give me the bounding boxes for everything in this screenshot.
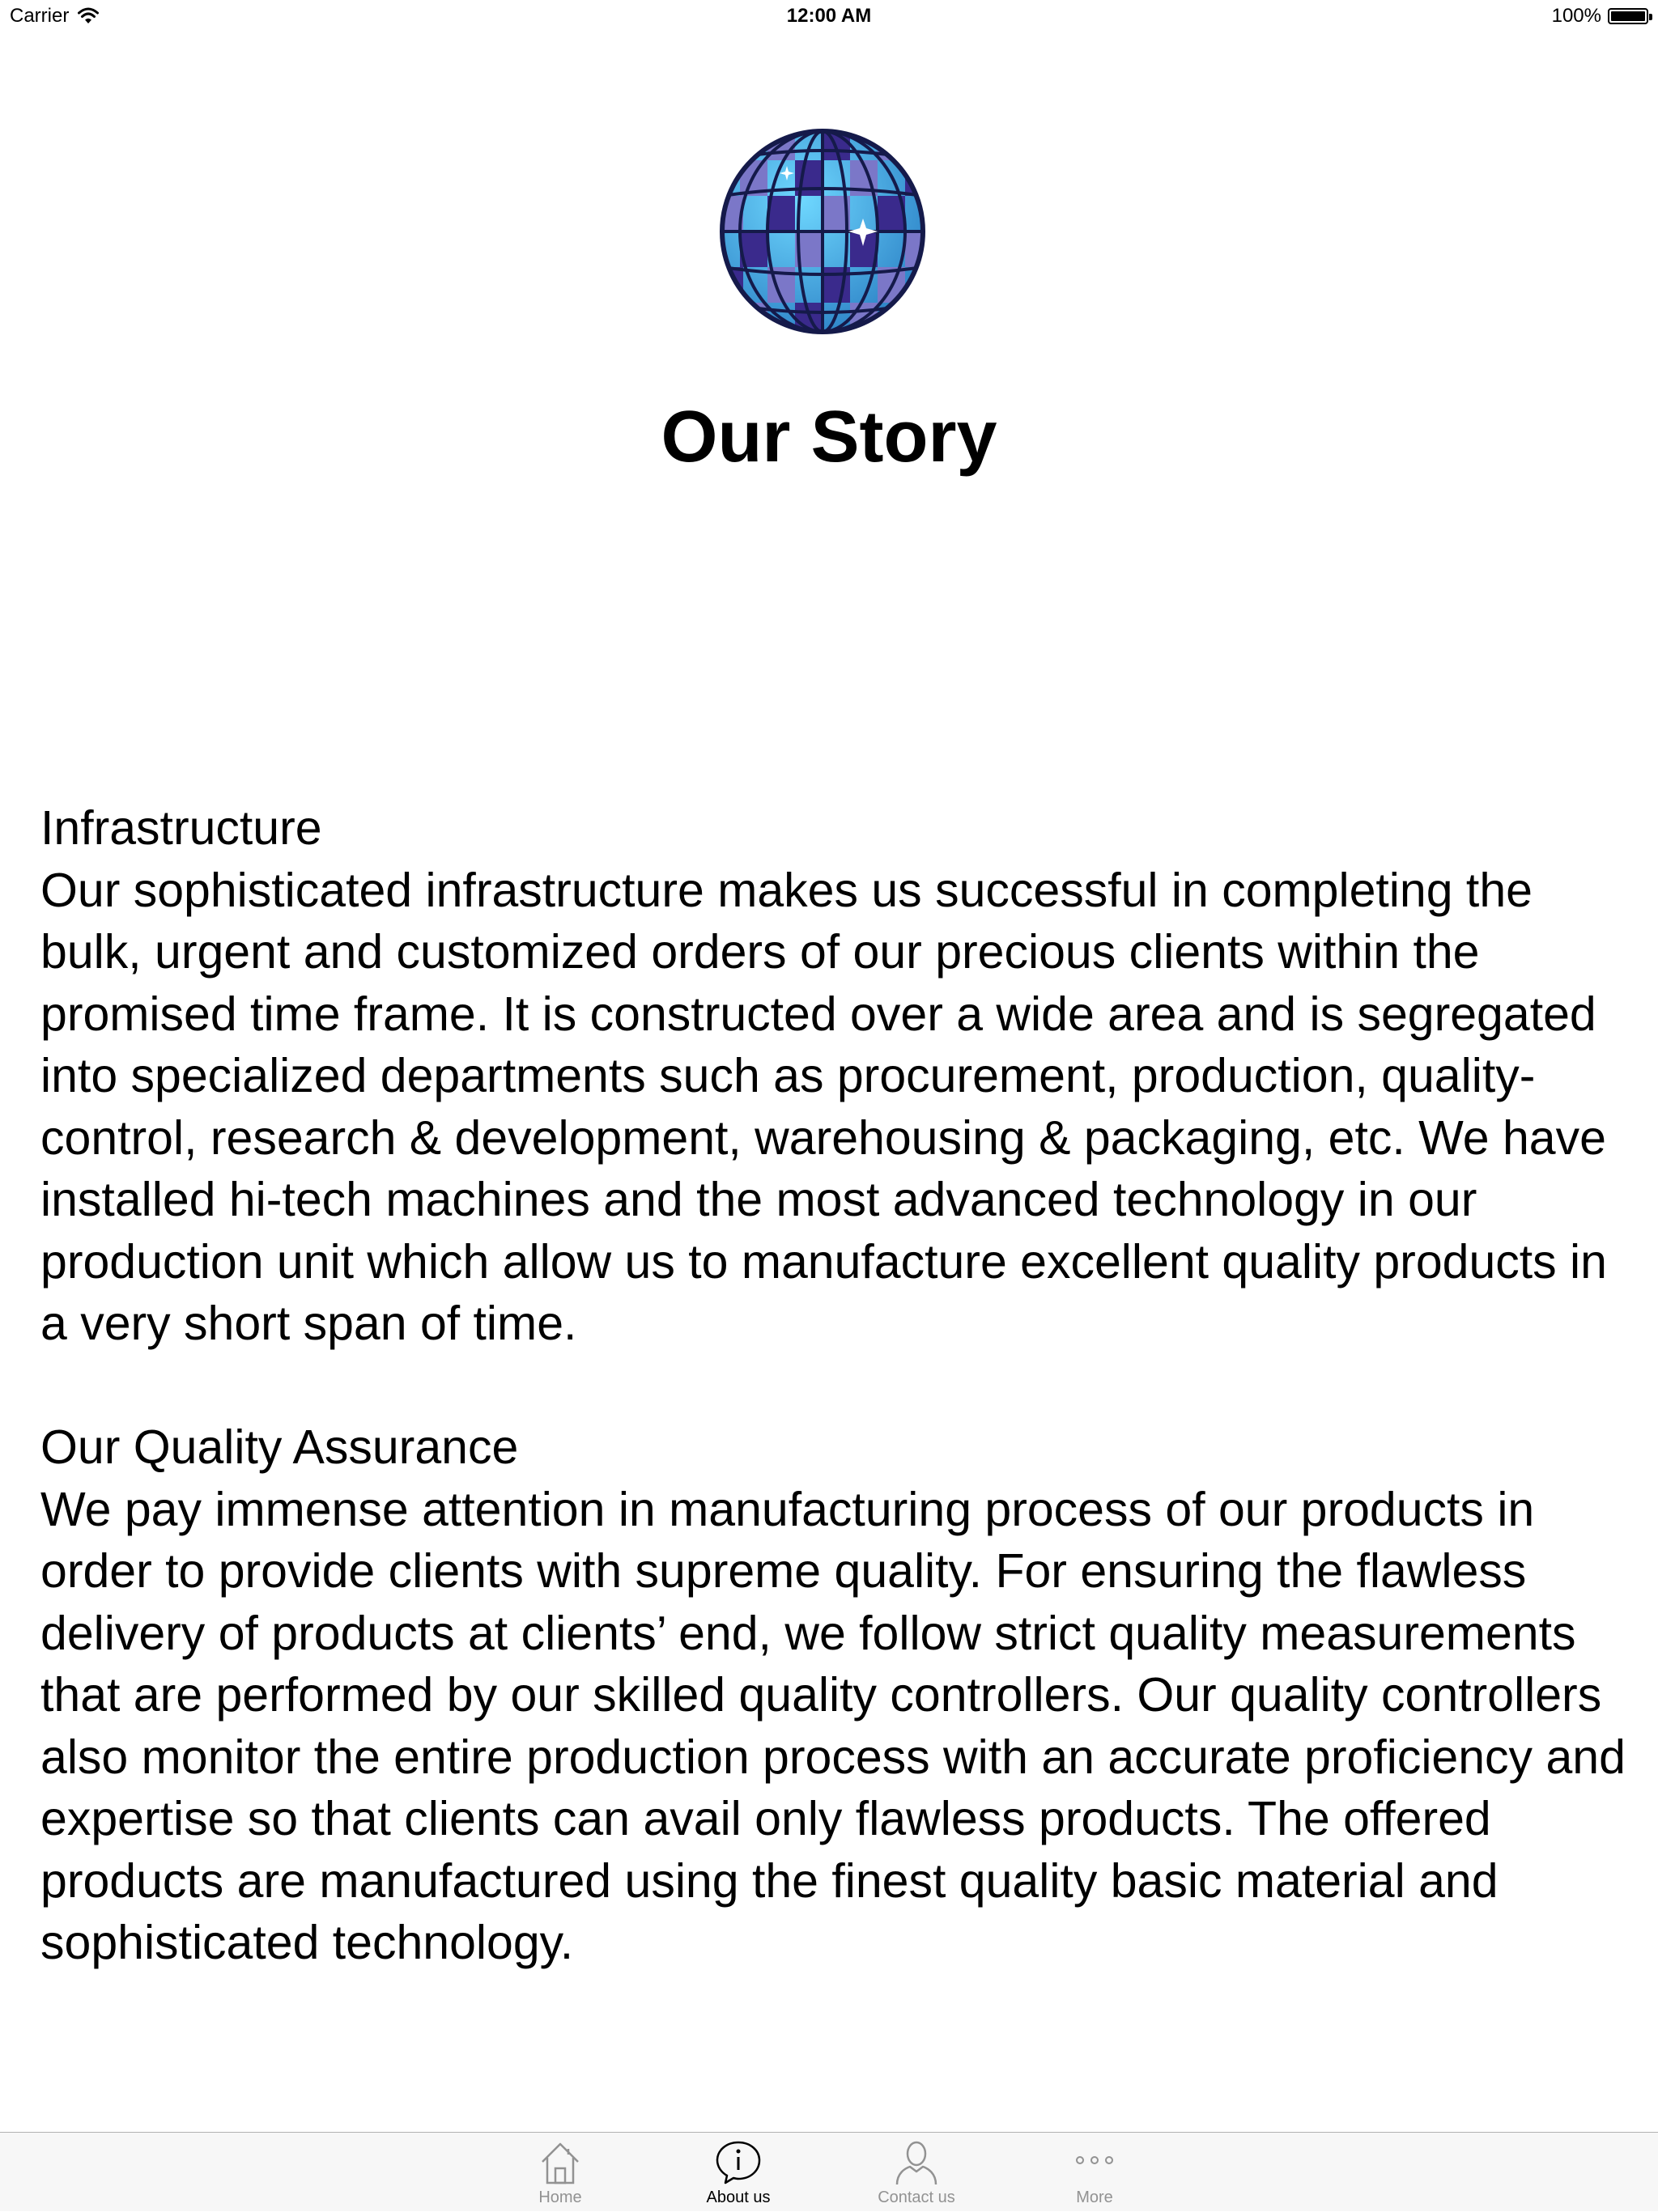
home-icon <box>536 2138 585 2186</box>
tab-label-contact-us: Contact us <box>878 2189 955 2206</box>
tab-home[interactable] <box>471 2133 649 2212</box>
battery-icon <box>1608 8 1648 24</box>
tab-label-more: More <box>1076 2189 1113 2206</box>
section-spacer <box>40 1355 1627 1417</box>
section-heading-quality-assurance: Our Quality Assurance <box>40 1420 519 1474</box>
tab-bar <box>0 2132 1658 2211</box>
page-title: Our Story <box>661 397 997 478</box>
more-dots-icon <box>1070 2138 1119 2186</box>
status-bar <box>0 0 1658 32</box>
battery-fill <box>1611 11 1645 21</box>
battery-percent: 100% <box>1551 5 1601 27</box>
globe-tile <box>905 303 929 338</box>
section-heading-infrastructure: Infrastructure <box>40 801 322 855</box>
tab-about-us[interactable] <box>649 2133 827 2212</box>
section-body-infrastructure: Our sophisticated infrastructure makes us successful in completing the bulk, urgent and customized orders of our precious clients within the promised time frame. It is constructed over a wide area and is segregated into specialized departments such as procurement, production, quality-control, research & development, warehousing & packaging, etc. We have installed hi-tech machines and the most advanced technology in our production unit which allow us to manufacture excellent quality products in a very short span of time. <box>40 863 1607 1350</box>
status-time: 12:00 AM <box>786 5 872 27</box>
carrier-label: Carrier <box>10 5 70 27</box>
person-icon <box>892 2138 941 2186</box>
tab-more[interactable] <box>1005 2133 1184 2212</box>
story-content <box>40 797 1627 1974</box>
info-icon <box>714 2138 763 2186</box>
globe-tile <box>767 196 795 231</box>
tab-contact-us[interactable] <box>827 2133 1005 2212</box>
tab-label-about-us: About us <box>706 2189 771 2206</box>
section-body-quality-assurance: We pay immense attention in manufacturing process of our products in order to provide clients with supreme quality. For ensuring the flawless delivery of products at clients’ end, we follow strict quality measurements that are performed by our skilled quality controllers. Our quality controllers also monitor the entire production process with an accurate proficiency and expertise so that clients can avail only flawless products. The offered products are manufactured using the finest quality basic material and sophisticated technology. <box>40 1482 1626 1969</box>
disco-ball-globe-icon <box>716 125 929 338</box>
status-right <box>1552 0 1648 32</box>
globe-tile <box>716 125 743 160</box>
tab-label-home: Home <box>538 2189 582 2206</box>
